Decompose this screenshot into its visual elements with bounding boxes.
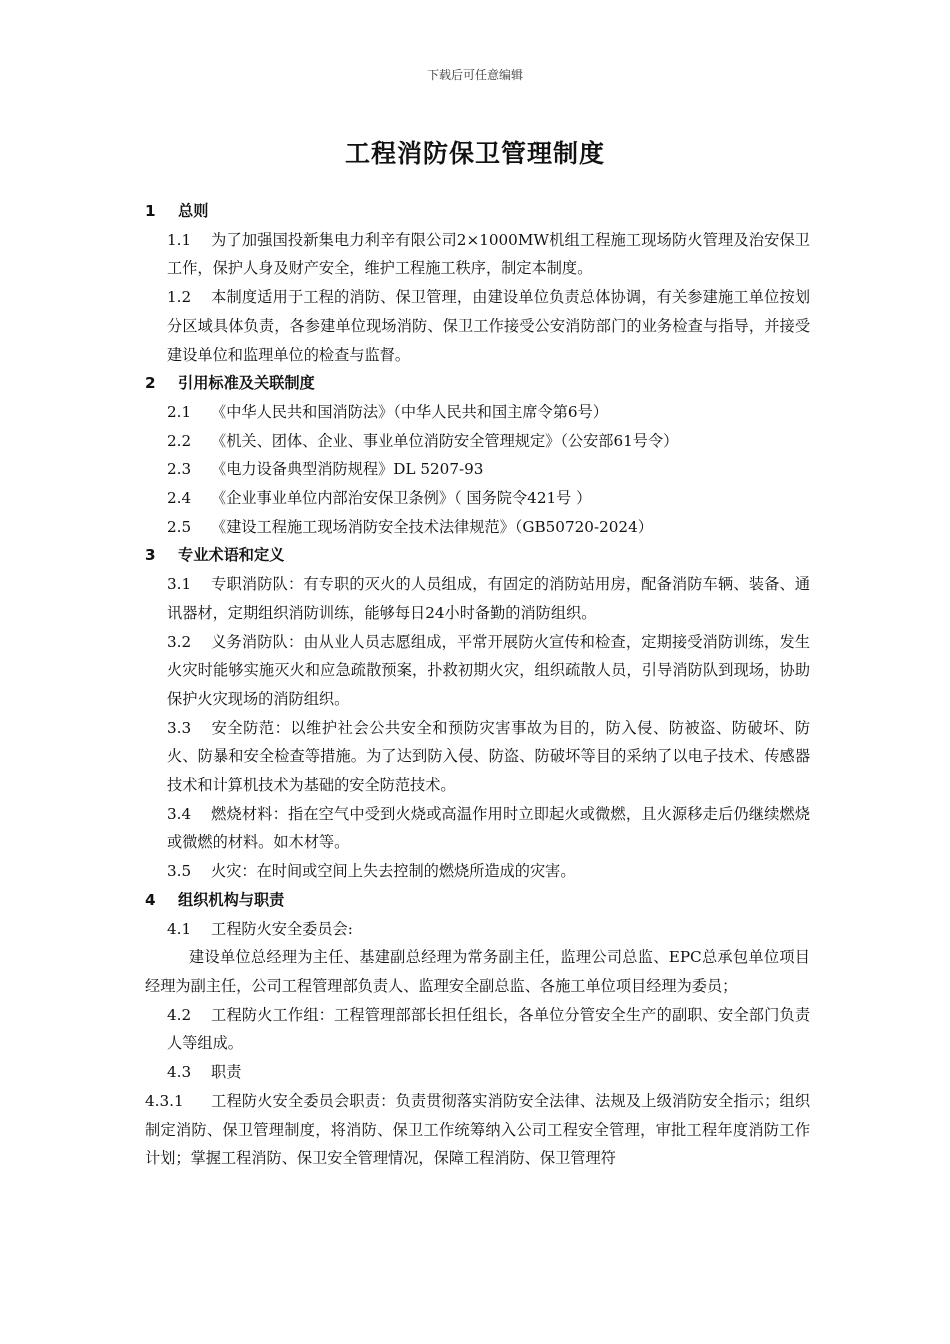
definition-3-3: 3.3 安全防范：以维护社会公共安全和预防灾害事故为目的，防入侵、防被盗、防破坏、防火、防暴和安全检查等措施。为了达到防入侵、防盗、防破坏等目的采纳了以电子技术、传感器技术和计算机技术为基础的安全防范技术。 (167, 718, 810, 795)
definition-3-5: 3.5 火灾：在时间或空间上失去控制的燃烧所造成的灾害。 (167, 862, 576, 881)
page-header: 下载后可任意编辑 (426, 68, 523, 82)
section-heading-4: 4 组织机构与职责 (145, 890, 285, 909)
clause-4-1: 4.1 工程防火安全委员会: (167, 919, 353, 938)
definition-3-1: 3.1 专职消防队：有专职的灭火的人员组成，有固定的消防站用房，配备消防车辆、装备、通讯器材，定期组织消防训练，能够每日24小时备勤的消防组织。 (167, 575, 810, 622)
document-title: 工程消防保卫管理制度 (344, 139, 605, 168)
document-body (145, 197, 810, 1173)
section-heading-3: 3 专业术语和定义 (145, 546, 285, 565)
reference-2-3: 2.3 《电力设备典型消防规程》DL 5207-93 (167, 460, 484, 479)
definition-3-4: 3.4 燃烧材料：指在空气中受到火烧或高温作用时立即起火或微燃，且火源移走后仍继续燃烧或微燃的材料。如木材等。 (167, 804, 810, 852)
reference-2-1: 2.1 《中华人民共和国消防法》（中华人民共和国主席令第6号） (167, 402, 608, 421)
reference-2-5: 2.5 《建设工程施工现场消防安全技术法律规范》（GB50720-2024） (167, 517, 653, 536)
clause-4-3-1: 4.3.1 工程防火安全委员会职责：负责贯彻落实消防安全法律、法规及上级消防安全指示；组织制定消防、保卫管理制度，将消防、保卫工作统筹纳入公司工程安全管理，审批工程年度消防工作计划；掌握工程消防、保卫安全管理情况，保障工程消防、保卫管理符 (145, 1091, 810, 1168)
clause-4-2: 4.2 工程防火工作组：工程管理部部长担任组长，各单位分管安全生产的副职、安全部门负责人等组成。 (167, 1005, 810, 1053)
reference-2-4: 2.4 《企业事业单位内部治安保卫条例》（ 国务院令421号 ） (167, 489, 592, 508)
clause-1-2: 1.2 本制度适用于工程的消防、保卫管理，由建设单位负责总体协调，有关参建施工单位按划分区域具体负责，各参建单位现场消防、保卫工作接受公安消防部门的业务检查与指导，并接受建设单位和监理单位的检查与监督。 (167, 288, 810, 364)
clause-4-3: 4.3 职责 (167, 1063, 242, 1082)
clause-1-1: 1.1 为了加强国投新集电力利辛有限公司2×1000MW机组工程施工现场防火管理及治安保卫工作，保护人身及财产安全，维护工程施工秩序，制定本制度。 (167, 230, 810, 278)
definition-3-2: 3.2 义务消防队：由从业人员志愿组成，平常开展防火宣传和检查，定期接受消防训练，发生火灾时能够实施灭火和应急疏散预案，扑救初期火灾，组织疏散人员，引导消防队到现场，协助保护火灾现场的消防组织。 (167, 632, 810, 708)
section-heading-2: 2 引用标准及关联制度 (145, 374, 315, 393)
reference-2-2: 2.2 《机关、团体、企业、事业单位消防安全管理规定》（公安部61号令） (167, 431, 679, 450)
section-heading-1: 1 总则 (145, 202, 209, 220)
clause-4-1-body: 建设单位总经理为主任、基建副总经理为常务副主任，监理公司总监、EPC总承包单位项目经理为副主任，公司工程管理部负责人、监理安全副总监、各施工单位项目经理为委员； (145, 948, 810, 995)
